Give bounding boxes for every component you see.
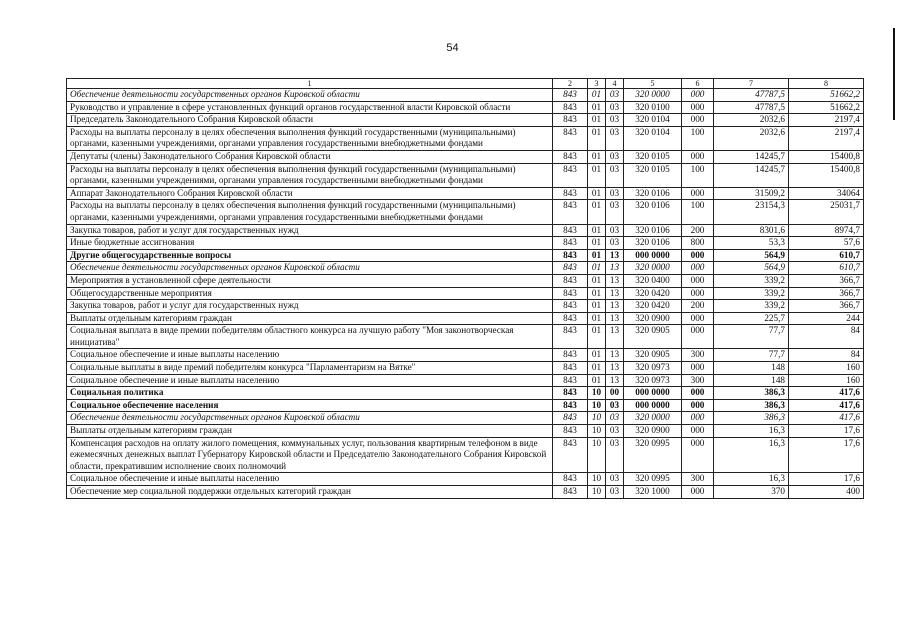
subsection-code: 03 [606,425,624,438]
expense-type-code: 000 [682,486,714,499]
subsection-code: 13 [606,362,624,375]
admin-code: 843 [553,349,588,362]
target-code: 320 0105 [624,150,682,163]
amount-year2: 15400,8 [789,150,864,163]
margin-line [893,28,895,120]
expense-type-code: 000 [682,249,714,262]
subsection-code: 03 [606,237,624,250]
row-name: Социальное обеспечение и иные выплаты населению [67,349,553,362]
admin-code: 843 [553,437,588,473]
subsection-code: 03 [606,224,624,237]
subsection-code: 03 [606,437,624,473]
amount-year2: 51662,2 [789,89,864,102]
table-row [67,300,864,313]
table-row [67,224,864,237]
admin-code: 843 [553,374,588,387]
admin-code: 843 [553,300,588,313]
table-row [67,89,864,102]
row-name: Иные бюджетные ассигнования [67,237,553,250]
section-code: 10 [588,412,606,425]
subsection-code: 13 [606,287,624,300]
amount-year2: 17,6 [789,437,864,473]
admin-code: 843 [553,412,588,425]
expense-type-code: 200 [682,300,714,313]
target-code: 320 0100 [624,101,682,114]
table-row [67,274,864,287]
expense-type-code: 000 [682,150,714,163]
admin-code: 843 [553,312,588,325]
subsection-code: 03 [606,89,624,102]
row-name: Расходы на выплаты персоналу в целях обеспечения выполнения функций государственными (муниципальными) органами, казенными учреждениями, органами управления государственными внебюджетными фондами [67,126,553,150]
section-code: 01 [588,362,606,375]
expense-type-code: 000 [682,412,714,425]
amount-year1: 47787,5 [714,89,789,102]
amount-year1: 2032,6 [714,114,789,127]
amount-year2: 2197,4 [789,126,864,150]
section-code: 01 [588,349,606,362]
amount-year2: 417,6 [789,387,864,400]
admin-code: 843 [553,262,588,275]
target-code: 320 0905 [624,325,682,349]
table-row [67,237,864,250]
row-name: Социальное обеспечение и иные выплаты населению [67,473,553,486]
amount-year2: 84 [789,325,864,349]
amount-year2: 366,7 [789,300,864,313]
target-code: 320 0104 [624,126,682,150]
admin-code: 843 [553,114,588,127]
table-row [67,374,864,387]
amount-year1: 14245,7 [714,150,789,163]
target-code: 000 0000 [624,387,682,400]
budget-table [66,78,864,499]
target-code: 320 0106 [624,224,682,237]
expense-type-code: 000 [682,187,714,200]
amount-year1: 225,7 [714,312,789,325]
amount-year1: 339,2 [714,274,789,287]
table-row [67,114,864,127]
table-row [67,362,864,375]
expense-type-code: 000 [682,114,714,127]
admin-code: 843 [553,89,588,102]
amount-year2: 417,6 [789,399,864,412]
amount-year1: 2032,6 [714,126,789,150]
target-code: 320 0000 [624,89,682,102]
amount-year1: 77,7 [714,349,789,362]
table-row [67,187,864,200]
expense-type-code: 000 [682,437,714,473]
section-code: 01 [588,374,606,387]
target-code: 320 0400 [624,274,682,287]
amount-year2: 8974,7 [789,224,864,237]
target-code: 320 0106 [624,237,682,250]
target-code: 320 0106 [624,187,682,200]
target-code: 320 0420 [624,287,682,300]
table-row [67,399,864,412]
row-name: Руководство и управление в сфере установленных функций органов государственной власти Кировской области [67,101,553,114]
target-code: 000 0000 [624,399,682,412]
admin-code: 843 [553,163,588,187]
expense-type-code: 000 [682,325,714,349]
expense-type-code: 000 [682,101,714,114]
admin-code: 843 [553,287,588,300]
admin-code: 843 [553,387,588,400]
table-row [67,425,864,438]
subsection-code: 13 [606,349,624,362]
subsection-code: 03 [606,163,624,187]
section-code: 01 [588,312,606,325]
amount-year2: 84 [789,349,864,362]
amount-year2: 244 [789,312,864,325]
row-name: Выплаты отдельным категориям граждан [67,425,553,438]
table-row [67,249,864,262]
subsection-code: 03 [606,200,624,224]
amount-year1: 386,3 [714,412,789,425]
row-name: Социальная выплата в виде премии победителям областного конкурса на лучшую работу "Моя законотворческая инициатива" [67,325,553,349]
subsection-code: 13 [606,262,624,275]
amount-year1: 8301,6 [714,224,789,237]
amount-year1: 386,3 [714,387,789,400]
amount-year2: 366,7 [789,274,864,287]
section-code: 01 [588,114,606,127]
admin-code: 843 [553,224,588,237]
row-name: Председатель Законодательного Собрания Кировской области [67,114,553,127]
target-code: 320 0995 [624,437,682,473]
column-header-2: 2 [553,79,588,89]
section-code: 01 [588,287,606,300]
amount-year2: 400 [789,486,864,499]
section-code: 01 [588,237,606,250]
expense-type-code: 100 [682,126,714,150]
section-code: 10 [588,399,606,412]
amount-year2: 34064 [789,187,864,200]
expense-type-code: 000 [682,399,714,412]
target-code: 000 0000 [624,249,682,262]
amount-year2: 160 [789,374,864,387]
row-name: Закупка товаров, работ и услуг для государственных нужд [67,300,553,313]
section-code: 01 [588,224,606,237]
column-header-8: 8 [789,79,864,89]
expense-type-code: 100 [682,200,714,224]
table-row [67,412,864,425]
subsection-code: 00 [606,387,624,400]
amount-year2: 366,7 [789,287,864,300]
amount-year2: 610,7 [789,249,864,262]
amount-year1: 53,3 [714,237,789,250]
target-code: 320 0104 [624,114,682,127]
row-name: Социальная политика [67,387,553,400]
admin-code: 843 [553,101,588,114]
amount-year2: 25031,7 [789,200,864,224]
table-row [67,325,864,349]
row-name: Депутаты (члены) Законодательного Собрания Кировской области [67,150,553,163]
amount-year1: 16,3 [714,473,789,486]
target-code: 320 0973 [624,362,682,375]
amount-year1: 564,9 [714,249,789,262]
section-code: 10 [588,486,606,499]
amount-year1: 16,3 [714,437,789,473]
row-name: Обеспечение деятельности государственных органов Кировской области [67,262,553,275]
section-code: 01 [588,163,606,187]
table-row [67,262,864,275]
amount-year2: 15400,8 [789,163,864,187]
table-row [67,126,864,150]
target-code: 320 0000 [624,412,682,425]
amount-year2: 51662,2 [789,101,864,114]
column-header-7: 7 [714,79,789,89]
table-row [67,312,864,325]
expense-type-code: 300 [682,374,714,387]
table-row [67,150,864,163]
subsection-code: 03 [606,412,624,425]
section-code: 10 [588,387,606,400]
amount-year1: 31509,2 [714,187,789,200]
subsection-code: 13 [606,374,624,387]
section-code: 01 [588,300,606,313]
admin-code: 843 [553,200,588,224]
row-name: Другие общегосударственные вопросы [67,249,553,262]
expense-type-code: 100 [682,163,714,187]
target-code: 320 0420 [624,300,682,313]
row-name: Расходы на выплаты персоналу в целях обеспечения выполнения функций государственными (муниципальными) органами, казенными учреждениями, органами управления государственными внебюджетными фондами [67,200,553,224]
target-code: 320 0105 [624,163,682,187]
table-row [67,287,864,300]
admin-code: 843 [553,126,588,150]
section-code: 01 [588,126,606,150]
section-code: 01 [588,101,606,114]
subsection-code: 13 [606,249,624,262]
table-header-row [67,79,864,89]
row-name: Аппарат Законодательного Собрания Кировской области [67,187,553,200]
row-name: Общегосударственные мероприятия [67,287,553,300]
row-name: Обеспечение деятельности государственных органов Кировской области [67,412,553,425]
expense-type-code: 000 [682,387,714,400]
row-name: Расходы на выплаты персоналу в целях обеспечения выполнения функций государственными (муниципальными) органами, казенными учреждениями, органами управления государственными внебюджетными фондами [67,163,553,187]
subsection-code: 03 [606,399,624,412]
subsection-code: 13 [606,300,624,313]
amount-year2: 17,6 [789,425,864,438]
column-header-1: 1 [67,79,553,89]
column-header-4: 4 [606,79,624,89]
table-row [67,486,864,499]
subsection-code: 13 [606,325,624,349]
subsection-code: 03 [606,486,624,499]
section-code: 10 [588,473,606,486]
admin-code: 843 [553,362,588,375]
table-row [67,101,864,114]
section-code: 01 [588,89,606,102]
table-row [67,437,864,473]
amount-year1: 386,3 [714,399,789,412]
amount-year1: 14245,7 [714,163,789,187]
page-number: 54 [446,42,459,54]
subsection-code: 13 [606,274,624,287]
expense-type-code: 300 [682,349,714,362]
target-code: 320 0995 [624,473,682,486]
expense-type-code: 000 [682,425,714,438]
column-header-5: 5 [624,79,682,89]
amount-year1: 370 [714,486,789,499]
amount-year1: 16,3 [714,425,789,438]
admin-code: 843 [553,249,588,262]
section-code: 01 [588,249,606,262]
subsection-code: 03 [606,114,624,127]
amount-year1: 148 [714,374,789,387]
table-row [67,387,864,400]
row-name: Социальные выплаты в виде премий победителям конкурса "Парламентаризм на Вятке" [67,362,553,375]
admin-code: 843 [553,399,588,412]
section-code: 01 [588,200,606,224]
row-name: Обеспечение мер социальной поддержки отдельных категорий граждан [67,486,553,499]
row-name: Закупка товаров, работ и услуг для государственных нужд [67,224,553,237]
amount-year1: 23154,3 [714,200,789,224]
subsection-code: 03 [606,101,624,114]
section-code: 10 [588,425,606,438]
subsection-code: 13 [606,312,624,325]
section-code: 01 [588,274,606,287]
amount-year2: 57,6 [789,237,864,250]
row-name: Компенсация расходов на оплату жилого помещения, коммунальных услуг, пользования квартирным телефоном в виде ежемесячных денежных выплат Губернатору Кировской области и Председателю Законодательного Собрания Кировской области, прекратившим исполнение своих полномочий [67,437,553,473]
target-code: 320 0106 [624,200,682,224]
admin-code: 843 [553,187,588,200]
amount-year2: 417,6 [789,412,864,425]
target-code: 320 0900 [624,425,682,438]
expense-type-code: 000 [682,262,714,275]
expense-type-code: 300 [682,473,714,486]
row-name: Социальное обеспечение населения [67,399,553,412]
subsection-code: 03 [606,473,624,486]
target-code: 320 0973 [624,374,682,387]
subsection-code: 03 [606,126,624,150]
section-code: 01 [588,325,606,349]
table-row [67,200,864,224]
amount-year1: 77,7 [714,325,789,349]
table-row [67,473,864,486]
expense-type-code: 000 [682,362,714,375]
section-code: 01 [588,262,606,275]
amount-year1: 339,2 [714,287,789,300]
row-name: Выплаты отдельным категориям граждан [67,312,553,325]
expense-type-code: 000 [682,312,714,325]
column-header-6: 6 [682,79,714,89]
amount-year2: 160 [789,362,864,375]
row-name: Обеспечение деятельности государственных органов Кировской области [67,89,553,102]
expense-type-code: 000 [682,274,714,287]
admin-code: 843 [553,150,588,163]
subsection-code: 03 [606,150,624,163]
expense-type-code: 200 [682,224,714,237]
amount-year2: 17,6 [789,473,864,486]
admin-code: 843 [553,486,588,499]
admin-code: 843 [553,325,588,349]
admin-code: 843 [553,473,588,486]
section-code: 01 [588,150,606,163]
amount-year1: 148 [714,362,789,375]
expense-type-code: 000 [682,287,714,300]
target-code: 320 0900 [624,312,682,325]
admin-code: 843 [553,274,588,287]
amount-year2: 610,7 [789,262,864,275]
amount-year2: 2197,4 [789,114,864,127]
expense-type-code: 800 [682,237,714,250]
target-code: 320 1000 [624,486,682,499]
section-code: 01 [588,187,606,200]
amount-year1: 339,2 [714,300,789,313]
target-code: 320 0905 [624,349,682,362]
section-code: 10 [588,437,606,473]
row-name: Социальное обеспечение и иные выплаты населению [67,374,553,387]
column-header-3: 3 [588,79,606,89]
row-name: Мероприятия в установленной сфере деятельности [67,274,553,287]
admin-code: 843 [553,237,588,250]
admin-code: 843 [553,425,588,438]
amount-year1: 564,9 [714,262,789,275]
expense-type-code: 000 [682,89,714,102]
subsection-code: 03 [606,187,624,200]
target-code: 320 0000 [624,262,682,275]
table-row [67,349,864,362]
table-row [67,163,864,187]
amount-year1: 47787,5 [714,101,789,114]
